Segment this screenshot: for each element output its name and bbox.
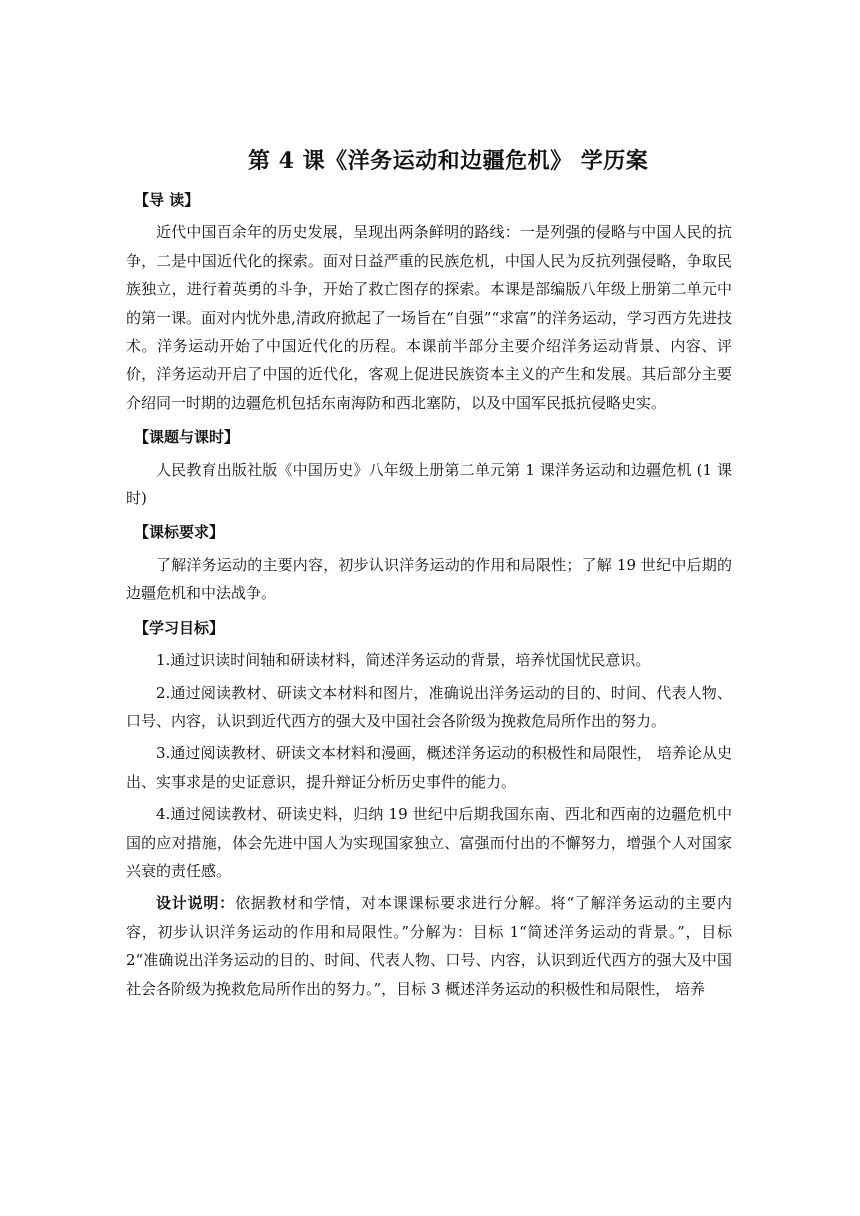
- design-note-paragraph: [126, 889, 732, 1003]
- design-note-text: 依据教材和学情，对本课课标要求进行分解。将“了解洋务运动的主要内容，初步认识洋务运动的作用和局限性。”分解为：目标 1“简述洋务运动的背景。”，目标 2“准确说出洋务运动的目的、时间、代表人物、口号、内容，认识到近代西方的强大及中国社会各阶级为挽救危局所作出的努力。”，目标 3 概述洋务运动的积极性和局限性， 培养: [126, 894, 732, 998]
- standard-paragraph: 了解洋务运动的主要内容，初步认识洋务运动的作用和局限性；了解 19 世纪中后期的边疆危机和中法战争。: [126, 555, 732, 603]
- intro-heading: 【导 读】: [134, 191, 200, 209]
- goal-item-2: 2.通过阅读教材、研读文本材料和图片，准确说出洋务运动的目的、时间、代表人物、口号、内容，认识到近代西方的强大及中国社会各阶级为挽救危局所作出的努力。: [126, 683, 732, 730]
- intro-paragraph: 近代中国百余年的历史发展，呈现出两条鲜明的路线：一是列强的侵略与中国人民的抗争，二是中国近代化的探索。面对日益严重的民族危机，中国人民为反抗列强侵略，争取民族独立，进行着英勇的斗争，开始了救亡图存的探索。本课是部编版八年级上册第二单元中的第一课。面对内忧外患,清政府掀起了一场旨在“自强”“求富”的洋务运动，学习西方先进技术。洋务运动开始了中国近代化的历程。本课前半部分主要介绍洋务运动背景、内容、评价，洋务运动开启了中国的近代化，客观上促进民族资本主义的产生和发展。其后部分主要介绍同一时期的边疆危机包括东南海防和西北塞防，以及中国军民抵抗侵略史实。: [126, 223, 732, 412]
- goal-item-4: 4.通过阅读教材、研读史料，归纳 19 世纪中后期我国东南、西北和西南的边疆危机中国的应对措施，体会先进中国人为实现国家独立、富强而付出的不懈努力，增强个人对国家兴衰的责任感。: [126, 805, 732, 880]
- lesson-heading: 【课题与课时】: [134, 428, 240, 447]
- lesson-paragraph: 人民教育出版社版《中国历史》八年级上册第二单元第 1 课洋务运动和边疆危机 (1 课时): [126, 460, 732, 508]
- goal-item-3: 3.通过阅读教材、研读文本材料和漫画，概述洋务运动的积极性和局限性， 培养论从史出、实事求是的史证意识，提升辩证分析历史事件的能力。: [126, 744, 732, 791]
- standard-heading: 【课标要求】: [134, 523, 225, 542]
- goal-item-1: 1.通过识读时间轴和研读材料，简述洋务运动的背景，培养忧国忧民意识。: [156, 651, 651, 670]
- design-note-label: 设计说明：: [156, 894, 235, 913]
- goals-heading: 【学习目标】: [134, 618, 225, 637]
- document-body: [126, 186, 732, 1003]
- page-title: 第 4 课《洋务运动和边疆危机》 学历案: [248, 148, 649, 174]
